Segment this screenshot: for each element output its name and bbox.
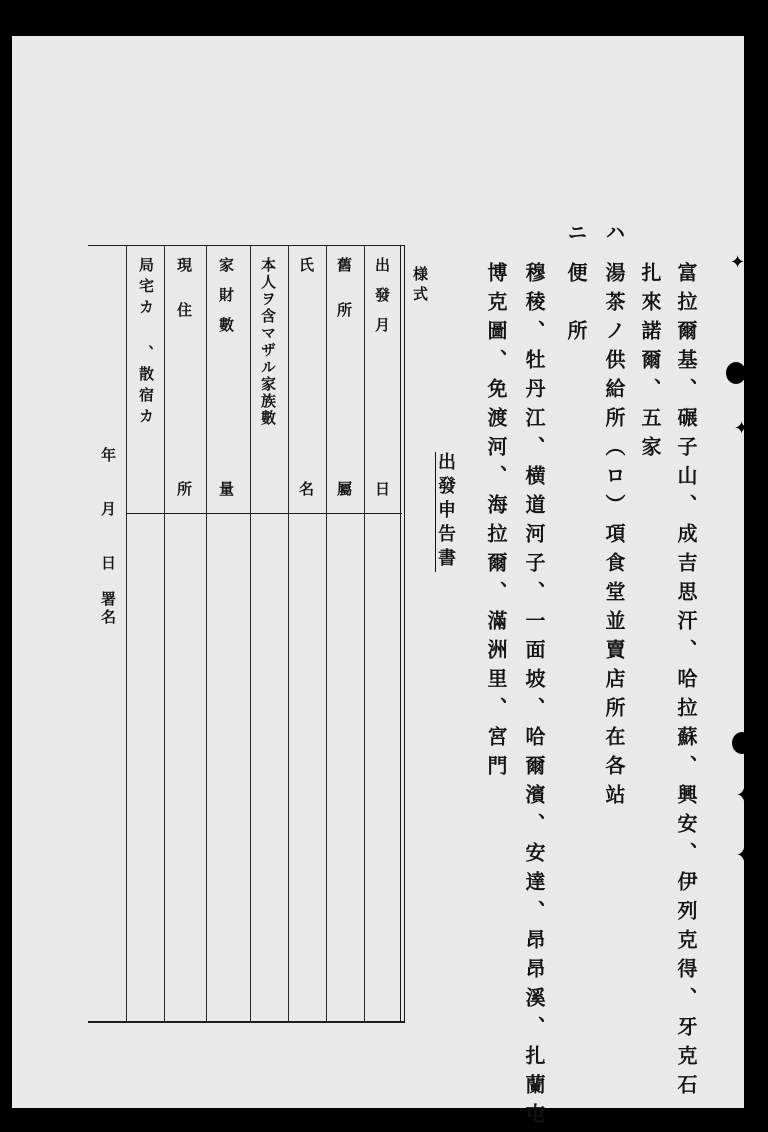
row-family-count: 本人ヲ含マザル家族數 xyxy=(259,257,277,427)
body-line-3: 湯茶ノ供給所（ロ）項食堂並賣店所在各站 xyxy=(602,262,626,813)
label-divider xyxy=(126,513,402,514)
row-housing-type: 局宅カ xyxy=(137,257,155,320)
edge-mark: ✦ xyxy=(736,785,752,806)
edge-mark: ✦ xyxy=(730,252,746,273)
row-divider xyxy=(206,245,207,1023)
row-divider xyxy=(250,245,251,1023)
body-line-2: 扎來諾爾、五家 xyxy=(638,262,662,465)
section-marker-ha: ハ xyxy=(602,222,626,251)
row-housing-type-alt: 、散宿カ xyxy=(137,345,155,429)
row-divider xyxy=(364,245,365,1023)
row-departure-date: 出 發 月 xyxy=(373,257,391,332)
table-border-right xyxy=(400,245,405,1023)
binding-hole-bottom xyxy=(732,732,752,754)
edge-mark: ✦ xyxy=(736,845,752,866)
section-marker-ni: ニ xyxy=(564,222,588,251)
row-current-address: 現 住 xyxy=(175,257,193,317)
row-divider xyxy=(126,245,127,1023)
departure-form-table xyxy=(88,245,404,1023)
binding-hole-top xyxy=(726,362,746,384)
row-former-affiliation-end: 屬 xyxy=(335,481,353,496)
row-name: 氏 xyxy=(297,257,315,272)
body-line-1: 富拉爾基、碾子山、成吉思汗、哈拉蘇、興安、伊列克得、牙克石 xyxy=(674,262,698,1103)
row-departure-date-day: 日 xyxy=(373,481,391,496)
row-household-goods-end: 量 xyxy=(217,481,235,496)
body-line-5: 穆稜、牡丹江、横道河子、一面坡、哈爾濱、安達、昂昂溪、扎蘭屯 xyxy=(522,262,546,1132)
signature-line: 年 月 日 署名 xyxy=(99,447,117,627)
row-household-goods: 家 財 數 xyxy=(217,257,235,332)
row-divider xyxy=(326,245,327,1023)
form-title: 出發申告書 xyxy=(435,452,456,572)
body-line-4: 便 所 xyxy=(564,262,588,349)
body-line-6: 博克圖、免渡河、海拉爾、滿洲里、宮門 xyxy=(484,262,508,784)
row-divider xyxy=(288,245,289,1023)
style-label: 様式 xyxy=(411,266,429,306)
table-border-top xyxy=(88,245,404,246)
row-current-address-end: 所 xyxy=(175,481,193,496)
row-name-end: 名 xyxy=(297,481,315,496)
row-divider xyxy=(164,245,165,1023)
table-border-bottom xyxy=(88,1021,404,1023)
edge-mark: ✦ xyxy=(734,418,750,439)
row-former-affiliation: 舊 所 xyxy=(335,257,353,317)
